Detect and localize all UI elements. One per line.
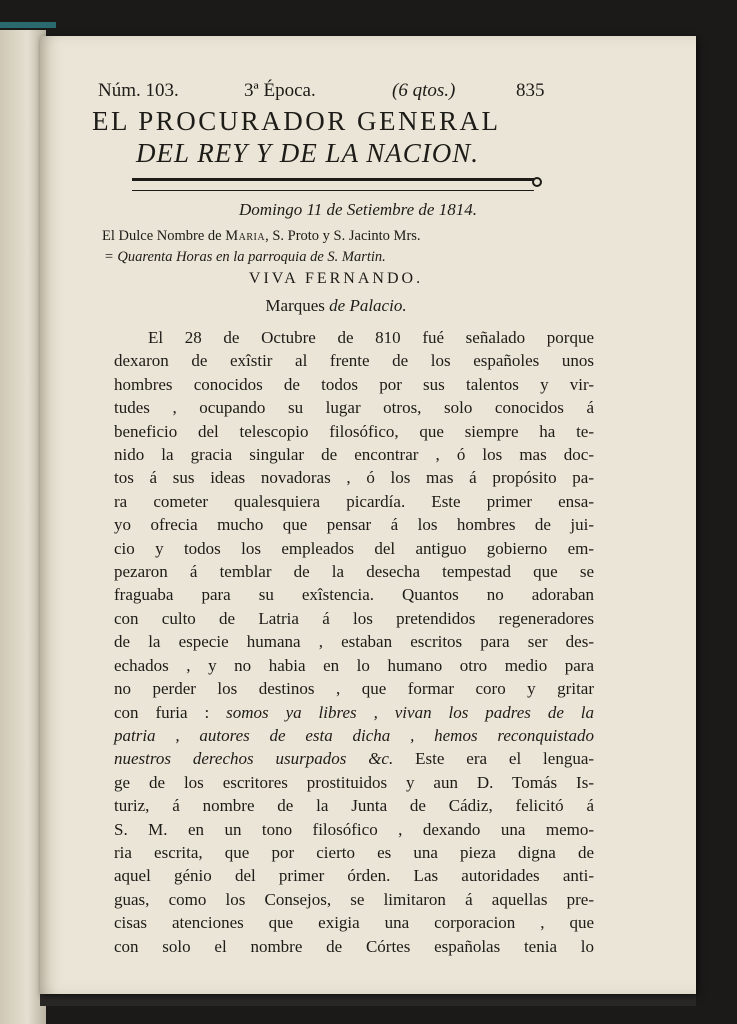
body-line: guas, como los Consejos, se limitaron á aquellas pre- [114,889,594,909]
body-line: con solo el nombre de Córtes españolas tenia lo [114,936,594,956]
body-line: turiz, á nombre de la Junta de Cádiz, felicitó á [114,796,594,816]
page-number: 835 [516,80,545,101]
body-line: S. M. en un tono filosófico , dexando una memo- [114,819,594,839]
quires-count: (6 qtos.) [392,80,456,101]
body-line: de la especie humana , estaban escritos para ser des- [114,632,594,652]
body-line: ge de los escritores prostituidos y aun D. Tomás Is- [114,772,594,792]
forty-hours-line: = Quarenta Horas en la parroquia de S. Martin. [104,249,386,265]
feast-line [102,228,582,245]
author-name: Palacio. [349,296,407,315]
body-quote-line: patria , autores de esta dicha , hemos reconquistado [114,725,594,745]
body-line [114,747,594,770]
masthead-title: EL PROCURADOR GENERAL [92,106,501,136]
body-line: yo ofrecia mucho que pensar á los hombres de jui- [114,515,594,535]
body-line: El 28 de Octubre de 810 fué señalado porque [148,328,594,347]
body-text-roman: con furia : [114,702,210,722]
motto: VIVA FERNANDO. [248,270,424,287]
body-line: echados , y no habia en lo humano otro medio para [114,655,594,675]
issue-number: Núm. 103. [98,80,179,101]
feast-saint: Maria [225,228,266,244]
body-line: beneficio del telescopio filosófico, que siempre ha te- [114,421,594,441]
body-line: tos á sus ideas novadoras , ó los mas á propósito pa- [114,468,594,488]
author-prefix: Marques [265,296,325,315]
feast-prefix: El Dulce Nombre de [102,228,222,244]
body-line: con culto de Latria á los pretendidos regeneradores [114,608,594,628]
body-line: cisas atenciones que exigia una corporacion , que [114,913,594,933]
issue-header [94,76,564,106]
body-line: dexaron de exîstir al frente de los españoles unos [114,351,594,371]
body-line: ra cometer qualesquiera picardía. Este primer ensa- [114,491,594,511]
article-body [114,326,594,958]
article-author [126,296,546,316]
masthead-subtitle: DEL REY Y DE LA NACION. [136,138,480,168]
newspaper-page [40,36,696,994]
body-quote: somos ya libres , vivan los padres de la [226,702,595,722]
body-line: ria escrita, que por cierto es una pieza digna de [114,842,594,862]
body-line: fraguaba para su exîstencia. Quantos no adoraban [114,585,594,605]
masthead-rule [132,178,534,191]
body-text-roman: Este era el lengua- [415,749,595,769]
left-page-edge [0,22,56,28]
body-line: nido la gracia singular de encontrar , ó los mas doc- [114,445,594,465]
page-shadow [40,994,696,1006]
issue-date: Domingo 11 de Setiembre de 1814. [239,200,477,219]
author-connector: de [329,296,346,315]
feast-suffix: , S. Proto y S. Jacinto Mrs. [265,228,421,244]
body-quote: nuestros derechos usurpados &c. [114,749,394,769]
body-line: cio y todos los empleados del antiguo gobierno em- [114,538,594,558]
body-line: no perder los destinos , que formar coro y gritar [114,679,594,699]
rule-ornament [532,177,542,187]
epoch-label: 3ª Época. [244,80,316,101]
body-line [114,701,594,724]
body-line: aquel génio del primer órden. Las autoridades anti- [114,866,594,886]
body-line: tudes , ocupando su lugar otros, solo conocidos á [114,398,594,418]
body-line: hombres conocidos de todos por sus talentos y vir- [114,374,594,394]
body-line: pezaron á temblar de la desecha tempestad que se [114,562,594,582]
